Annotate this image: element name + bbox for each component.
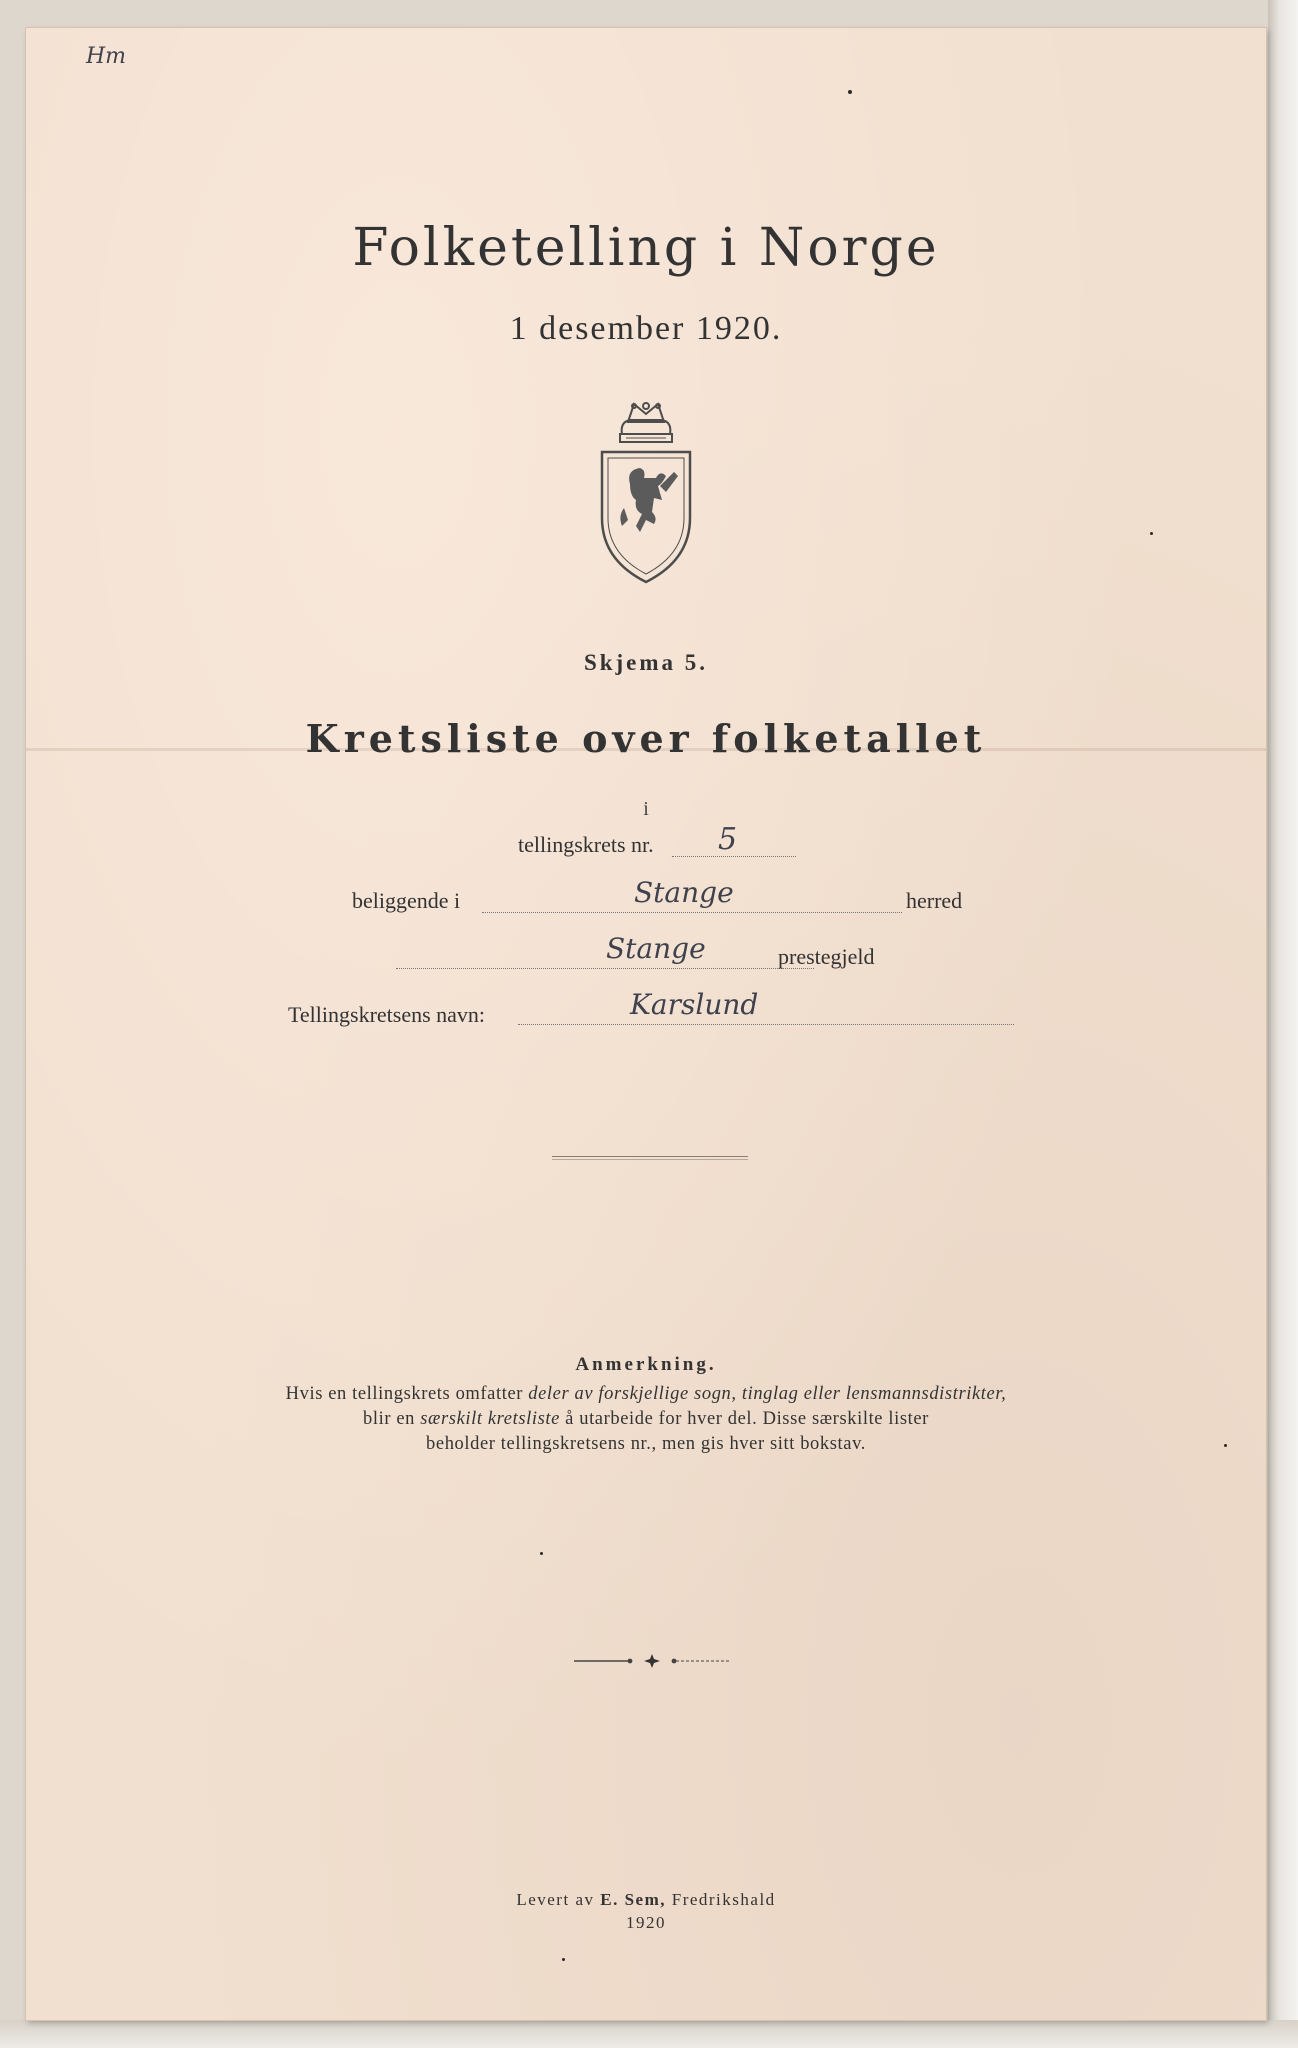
note-line-1-text: Hvis en tellingskrets omfatter [285,1384,529,1404]
note-line-2-italic: særskilt kretsliste [420,1409,560,1429]
district-name-dotline [518,1024,1014,1025]
municipality-label-before: beliggende i [352,888,461,913]
paper-speck [848,90,852,94]
note-block [26,1354,1266,1457]
printer-year: 1920 [626,1913,666,1932]
parish-dotline [396,968,814,969]
census-form-sheet [26,28,1266,2020]
form-number: Skjema 5. [583,650,709,675]
printer-line [26,1888,1266,1911]
district-name-label: Tellingskretsens navn: [288,1002,486,1027]
printer-name: E. Sem, [600,1890,666,1909]
printer-city: Fredrikshald [665,1890,776,1909]
parish-label-after: prestegjeld [778,944,875,969]
section-divider-rule [552,1156,748,1160]
note-line-1-italic: deler av forskjellige sogn, tinglag eller lensmannsdistrikter, [528,1384,1007,1404]
municipality-label-after: herred [906,888,963,913]
note-line-2-text-a: blir en [363,1409,421,1429]
document-title: Folketelling i Norge [352,218,940,278]
connector-word: i [643,798,649,820]
note-line-2-text-b: å utarbeide for hver del. Disse særskilte lister [559,1409,929,1429]
note-heading: Anmerkning. [575,1354,717,1375]
printer-imprint [26,1888,1266,1934]
paper-speck [540,1552,543,1555]
note-line-1 [26,1382,1266,1407]
note-line-3: beholder tellingskretsens nr., men gis hver sitt bokstav. [426,1434,866,1454]
census-date: 1 desember 1920. [509,310,783,347]
scan-right-edge [1268,0,1298,2048]
paper-speck [1224,1444,1227,1447]
scan-bottom-edge [0,2020,1298,2048]
ornament-flourish-icon [574,1654,730,1668]
paper-speck [562,1958,565,1961]
district-number-label: tellingskrets nr. [518,832,654,857]
list-title: Kretsliste over folketallet [305,716,987,761]
parish-value[interactable]: Stange [606,932,706,965]
coat-of-arms-icon [596,400,696,600]
district-number-value[interactable]: 5 [718,822,738,857]
municipality-dotline [482,912,902,913]
district-name-value[interactable]: Karslund [630,988,759,1021]
printer-prefix: Levert av [516,1890,601,1909]
municipality-value[interactable]: Stange [634,876,734,909]
corner-handwritten-annotation: Hm [86,44,127,69]
note-line-2 [26,1407,1266,1432]
paper-speck [1150,532,1153,535]
